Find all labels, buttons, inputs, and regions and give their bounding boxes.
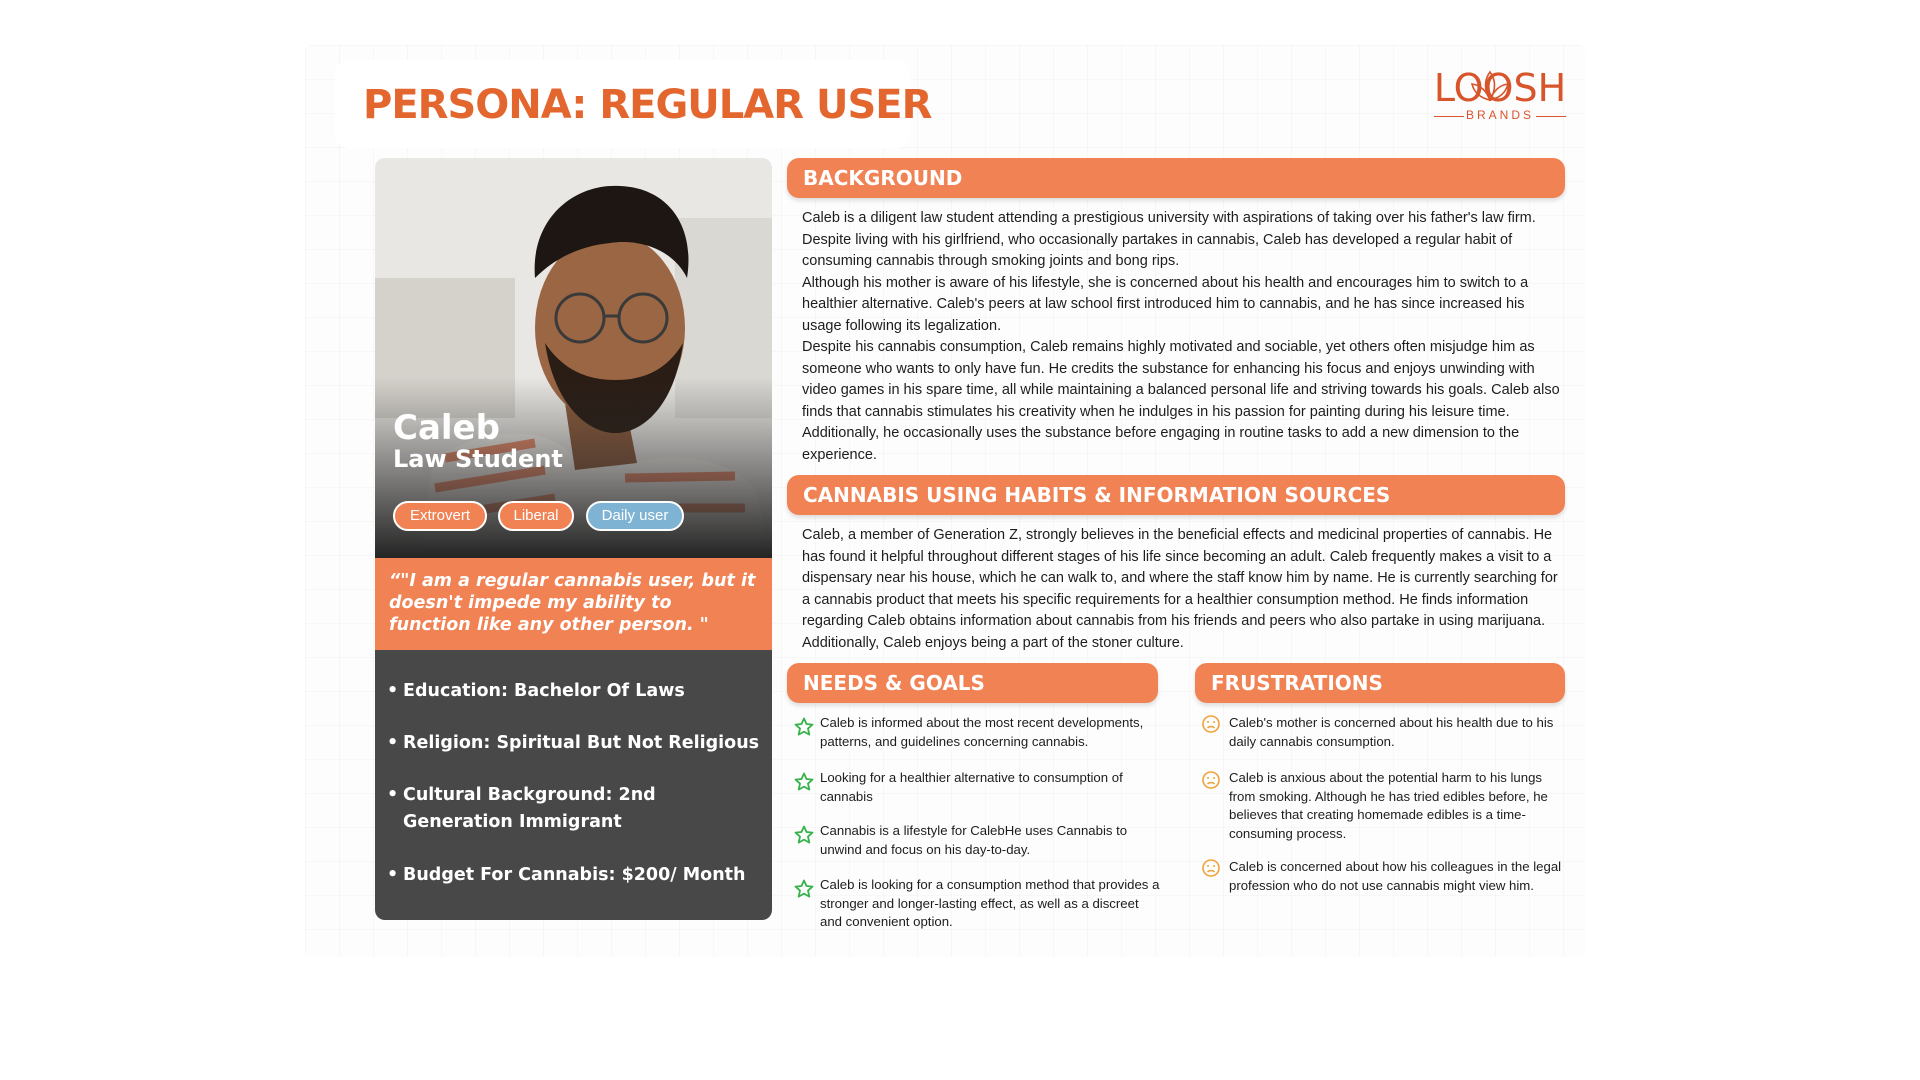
frown-face-icon <box>1201 770 1221 790</box>
background-text: Caleb is a diligent law student attending a prestigious university with aspirations of taking over his father's law firm. Despite living with his girlfriend, who occasionally partakes in cannabis, Caleb has developed a regular habit of consuming cannabis through smoking joints and bong rips. Although his mother is aware of his lifestyle, she is concerned about his health and encourages him to switch to a healthier alternative. Caleb's peers at law school first introduced him to cannabis, and he has since increased his usage following its legalization. Despite his cannabis consumption, Caleb remains highly motivated and sociable, yet others often misjudge him as someone who wants to only have fun. He credits the substance for enhancing his focus and enjoys unwinding with video games in his spare time, all while maintaining a balanced personal life and striving towards his goals. Caleb also finds that cannabis stimulates his creativity when he indulges in his passion for painting during his leisure time. Additionally, he occasionally uses the substance before engaging in routine tasks to add a new dimension to the experience. <box>802 210 1560 463</box>
star-icon <box>794 717 814 737</box>
frown-face-icon <box>1201 858 1221 878</box>
tag-liberal: Liberal <box>498 501 574 531</box>
logo-subtitle: BRANDS <box>1465 108 1534 122</box>
quote-box <box>375 558 772 650</box>
brand-logo <box>1430 66 1570 126</box>
fact-religion <box>387 730 762 757</box>
habits-heading: CANNABIS USING HABITS & INFORMATION SOURCES <box>787 475 1565 515</box>
tag-extrovert: Extrovert <box>393 501 487 531</box>
habits-text: Caleb, a member of Generation Z, strongly believes in the beneficial effects and medicinal properties of cannabis. He has found it helpful throughout different stages of his life since becoming an adult. Caleb frequently makes a visit to a dispensary near his house, which he can walk to, and where the staff know him by name. He is currently searching for a cannabis product that meets his specific requirements for a healthier consumption method. He finds information regarding Caleb obtains information about cannabis from his friends and peers who also partake in using marijuana. Additionally, Caleb enjoys being a part of the stoner culture. <box>802 527 1558 651</box>
fact-text: Education: Bachelor Of Laws <box>403 681 685 701</box>
fact-cultural-background <box>387 782 762 836</box>
tag-daily-user: Daily user <box>586 501 684 531</box>
needs-item: Cannabis is a lifestyle for CalebHe uses Cannabis to unwind and focus on his day-to-day. <box>820 823 1128 857</box>
logo-wordmark: LOOSH <box>1433 66 1567 110</box>
background-heading: BACKGROUND <box>787 158 1565 198</box>
frustration-item: Caleb is anxious about the potential harm to his lungs from smoking. Although he has tried edibles before, he believes that creating homemade edibles is a time-consuming process. <box>1229 770 1548 841</box>
bullet: • <box>387 681 399 701</box>
frustration-item: Caleb's mother is concerned about his health due to his daily cannabis consumption. <box>1229 715 1554 749</box>
frown-face-icon <box>1201 714 1221 734</box>
fact-text: Budget For Cannabis: $200/ Month <box>403 865 746 885</box>
fact-text: Cultural Background: 2nd Generation Immigrant <box>403 785 656 832</box>
profile-card <box>375 158 772 920</box>
frustrations-heading: FRUSTRATIONS <box>1195 663 1565 703</box>
needs-heading: NEEDS & GOALS <box>787 663 1158 703</box>
page-title: PERSONA: REGULAR USER <box>363 82 932 128</box>
frustration-item: Caleb is concerned about how his colleagues in the legal profession who do not use cannabis might view him. <box>1229 859 1562 893</box>
fact-text: Religion: Spiritual But Not Religious <box>403 733 760 753</box>
needs-item: Caleb is informed about the most recent developments, patterns, and guidelines concerning cannabis. <box>820 715 1144 749</box>
needs-item: Caleb is looking for a consumption method that provides a stronger and longer-lasting effect, as well as a discreet and convenient option. <box>820 877 1160 929</box>
star-icon <box>794 879 814 899</box>
leaf-icon <box>1460 70 1520 104</box>
facts-panel <box>375 650 772 920</box>
star-icon <box>794 772 814 792</box>
star-icon <box>794 825 814 845</box>
bullet: • <box>387 733 399 753</box>
profile-photo <box>375 158 772 556</box>
bullet: • <box>387 865 399 885</box>
persona-role: Law Student <box>393 445 563 473</box>
persona-quote: “"I am a regular cannabis user, but it doesn't impede my ability to function like any other person. " <box>389 571 756 635</box>
bullet: • <box>387 785 399 805</box>
fact-budget <box>387 862 762 889</box>
persona-name: Caleb <box>393 408 500 448</box>
needs-item: Looking for a healthier alternative to consumption of cannabis <box>820 770 1123 804</box>
fact-education <box>387 678 762 705</box>
portrait-illustration <box>375 158 772 556</box>
